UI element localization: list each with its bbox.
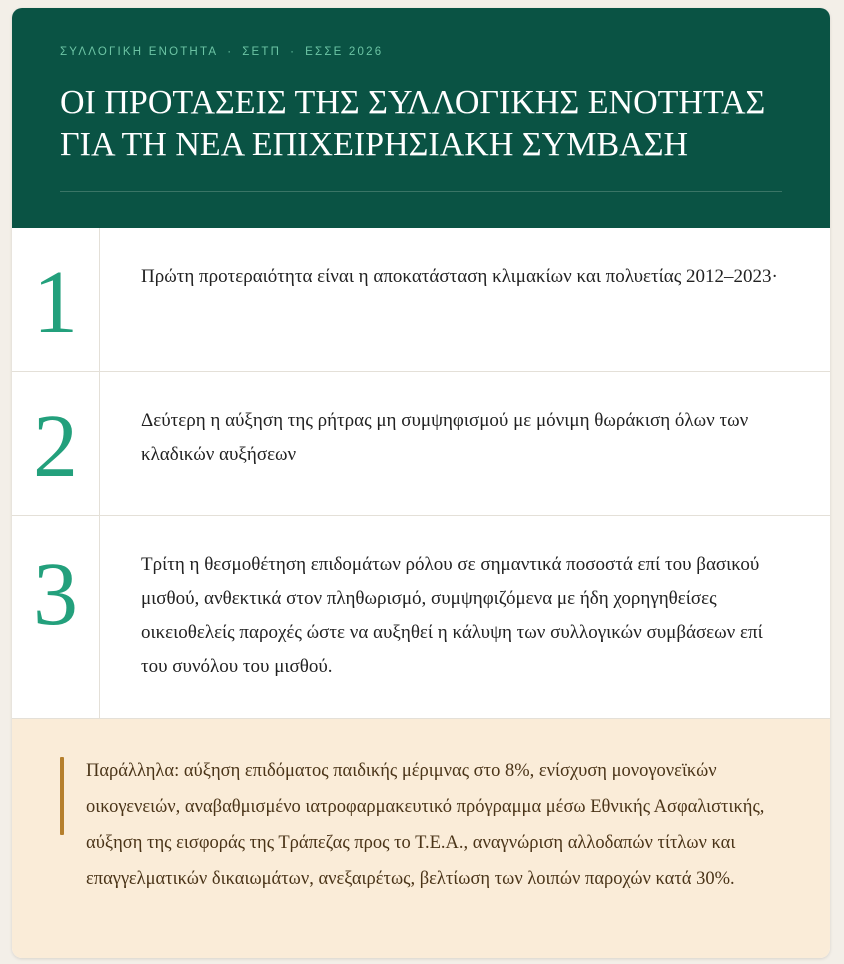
priority-item bbox=[12, 516, 830, 719]
priority-number-value: 3 bbox=[33, 545, 78, 644]
eyebrow bbox=[60, 46, 383, 58]
eyebrow-org: ΣΕΤΠ bbox=[242, 46, 282, 58]
eyebrow-agreement: ΕΣΣΕ 2026 bbox=[305, 46, 384, 58]
card-header bbox=[12, 8, 830, 228]
page-title: ΟΙ ΠΡΟΤΑΣΕΙΣ ΤΗΣ ΣΥΛΛΟΓΙΚΗΣ ΕΝΟΤΗΤΑΣ ΓΙΑ ΤΗ ΝΕΑ ΕΠΙΧΕΙΡΗΣΙΑΚΗ ΣΥΜΒΑΣΗ bbox=[60, 84, 766, 163]
priority-text: Τρίτη η θεσμοθέτηση επιδομάτων ρόλου σε σημαντικά ποσοστά επί του βασικού μισθού, ανθεκτικά στον πληθωρισμό, συμψηφιζόμενα με ήδη χορηγηθείσες οικειοθελείς παροχές ώστε να αυξηθεί η κάλυψη των συλλογικών συμβάσεων επί του συνόλου του μισθού. bbox=[141, 554, 763, 677]
additional-measures-note bbox=[12, 719, 830, 958]
proposals-card bbox=[12, 8, 830, 958]
priority-number bbox=[12, 516, 100, 718]
note-accent-bar bbox=[60, 757, 64, 835]
note-text: Παράλληλα: αύξηση επιδόματος παιδικής μέριμνας στο 8%, ενίσχυση μονογονεϊκών οικογενειών, αναβαθμισμένο ιατροφαρμακευτικό πρόγραμμα μέσω Εθνικής Ασφαλιστικής, αύξηση της εισφοράς της Τράπεζας προς το Τ.Ε.Α., αναγνώριση αλλοδαπών τίτλων και επαγγελματικών δικαιωμάτων, ανεξαιρέτως, βελτίωση των λοιπών παροχών κατά 30%. bbox=[86, 761, 765, 889]
eyebrow-separator: · bbox=[227, 46, 234, 58]
header-divider bbox=[60, 191, 782, 192]
priority-number-value: 2 bbox=[33, 397, 78, 496]
priority-item bbox=[12, 372, 830, 516]
priority-number-value: 1 bbox=[33, 253, 78, 352]
priority-text: Πρώτη προτεραιότητα είναι η αποκατάσταση κλιμακίων και πολυετίας 2012–2023· bbox=[141, 266, 778, 287]
eyebrow-separator: · bbox=[290, 46, 297, 58]
priority-item bbox=[12, 228, 830, 372]
eyebrow-union: ΣΥΛΛΟΓΙΚΗ ΕΝΟΤΗΤΑ bbox=[60, 46, 219, 58]
priority-text: Δεύτερη η αύξηση της ρήτρας μη συμψηφισμού με μόνιμη θωράκιση όλων των κλαδικών αυξήσεων bbox=[141, 410, 749, 465]
priority-number bbox=[12, 228, 100, 371]
priority-number bbox=[12, 372, 100, 515]
